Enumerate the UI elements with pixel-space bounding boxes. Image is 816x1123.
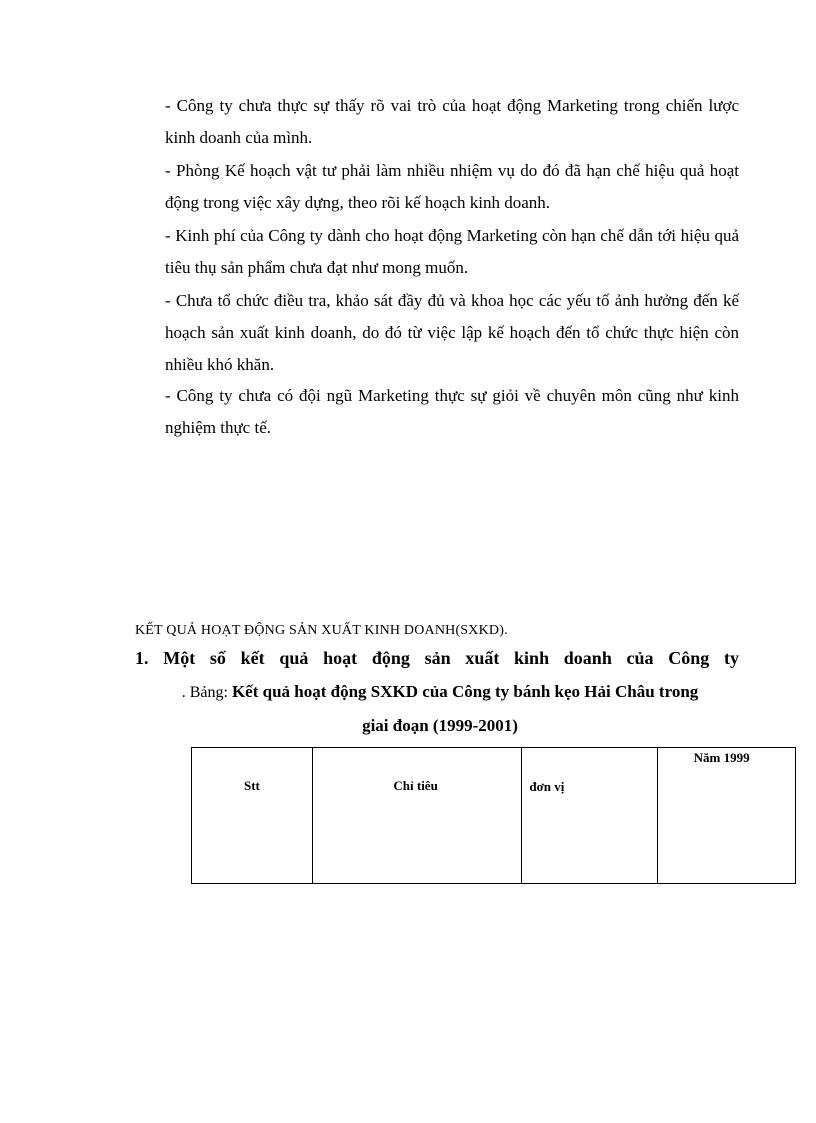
header-stt-label: Stt [244,778,260,793]
caption-lead: . Bảng: [181,684,232,701]
subheading: 1. Một số kết quả hoạt động sản xuất kinh doanh của Công ty [135,648,739,668]
paragraph-4: - Chưa tổ chức điều tra, khảo sát đầy đủ và khoa học các yếu tố ảnh hưởng đến kế hoạch sản xuất kinh doanh, do đó từ việc lập kế hoạch đến tổ chức thực hiện còn nhiều khó khăn. [165,291,739,374]
header-cell-chi-tieu [313,748,522,884]
paragraph-3: - Kinh phí của Công ty dành cho hoạt động Marketing còn hạn chế dẫn tới hiệu quả tiêu thụ sản phẩm chưa đạt như mong muốn. [165,226,739,277]
header-chi-tieu-label: Chỉ tiêu [393,778,438,793]
header-don-vi-label: đơn vị [529,779,565,794]
table-header-row [192,748,796,884]
caption-title-line1: Kết quả hoạt động SXKD của Công ty bánh kẹo Hải Châu trong [231,682,699,701]
results-table [191,747,796,884]
header-nam-label: Năm 1999 [693,750,750,765]
header-cell-nam [657,748,795,884]
section-heading: KẾT QUẢ HOẠT ĐỘNG SẢN XUẤT KINH DOANH(SXKD). [135,623,508,638]
header-cell-don-vi [522,748,657,884]
paragraph-2: - Phòng Kế hoạch vật tư phải làm nhiều nhiệm vụ do đó đã hạn chế hiệu quả hoạt động trong việc xây dựng, theo rõi kế hoạch kinh doanh. [165,161,739,212]
table-caption [140,682,740,702]
caption-title-line2: giai đoạn (1999-2001) [362,716,518,735]
header-cell-stt [192,748,313,884]
paragraph-5: - Công ty chưa có đội ngũ Marketing thực sự giỏi về chuyên môn cũng như kinh nghiệm thực tế. [165,386,739,437]
paragraph-1: - Công ty chưa thực sự thấy rõ vai trò của hoạt động Marketing trong chiến lược kinh doanh của mình. [165,96,739,147]
